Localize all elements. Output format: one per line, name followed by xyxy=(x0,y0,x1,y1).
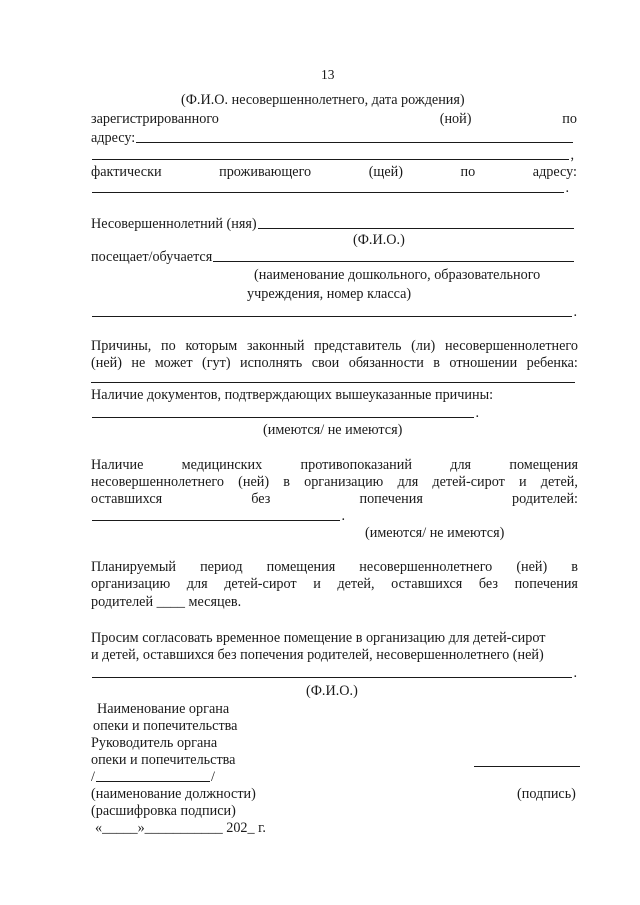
page-number: 13 xyxy=(321,67,335,82)
word: оставшихся xyxy=(91,491,163,507)
fio-birth-caption: (Ф.И.О. несовершеннолетнего, дата рождения) xyxy=(181,92,465,108)
word: помещения xyxy=(509,457,578,473)
period-line-1 xyxy=(91,560,578,574)
actual-address-blank[interactable] xyxy=(92,192,564,193)
period-line-2 xyxy=(91,577,578,591)
word: оставшихся xyxy=(391,576,463,592)
period: . xyxy=(573,665,577,681)
minor-label: Несовершеннолетний (няя) xyxy=(91,216,257,232)
word: детей-сирот xyxy=(432,474,505,490)
period-line-3 xyxy=(91,595,241,609)
medical-caption: (имеются/ не имеются) xyxy=(365,525,505,541)
word: детей, xyxy=(337,576,375,592)
minor-name-blank[interactable] xyxy=(258,228,574,229)
position-caption: (наименование должности) xyxy=(91,786,256,802)
request-line-2: и детей, оставшихся без попечения родителей, несовершеннолетнего (ней) xyxy=(91,647,544,663)
word: которым xyxy=(185,338,238,354)
word: представитель xyxy=(314,338,402,354)
request-fio-caption: (Ф.И.О.) xyxy=(306,683,358,699)
institution-blank[interactable] xyxy=(92,316,572,317)
word: ребенка: xyxy=(526,355,578,371)
word: может xyxy=(154,355,193,371)
date-line xyxy=(95,821,266,835)
request-name-blank[interactable] xyxy=(92,677,572,678)
medical-answer-line xyxy=(91,509,345,523)
date-year: 202_ г. xyxy=(226,820,266,836)
period: . xyxy=(565,180,569,196)
address-line xyxy=(91,131,574,145)
documents-label: Наличие документов, подтверждающих вышеуказанные причины: xyxy=(91,387,494,403)
decode-line xyxy=(91,770,215,784)
word: период xyxy=(200,559,243,575)
institution-caption-2: учреждения, номер класса) xyxy=(247,286,412,302)
date-open-quote: « xyxy=(95,820,103,836)
head-1: Руководитель органа xyxy=(91,735,218,751)
head-2: опеки и попечительства xyxy=(91,752,236,768)
word: Планируемый xyxy=(91,559,177,575)
word: Наличие xyxy=(91,457,144,473)
comma: , xyxy=(570,147,574,163)
request-line-1: Просим согласовать временное помещение в организацию для детей-сирот xyxy=(91,630,546,646)
actual-address-line xyxy=(91,165,577,179)
word: (ней) xyxy=(238,474,270,490)
word: адресу: xyxy=(532,164,577,180)
word: несовершеннолетнего xyxy=(91,474,224,490)
word: свои xyxy=(311,355,340,371)
address-blank[interactable] xyxy=(136,142,573,143)
registered-line xyxy=(91,112,577,126)
word: родителей: xyxy=(512,491,578,507)
sign-caption: (подпись) xyxy=(517,786,576,802)
decode-blank[interactable] xyxy=(96,781,210,782)
word: несовершеннолетнего xyxy=(359,559,493,575)
word: детей-сирот xyxy=(224,576,297,592)
word: зарегистрированного xyxy=(91,111,219,127)
word: и xyxy=(519,474,527,490)
word: законный xyxy=(246,338,305,354)
word: родителей xyxy=(91,594,154,610)
word: по xyxy=(161,338,176,354)
sign-blank[interactable] xyxy=(474,766,580,767)
attends-blank[interactable] xyxy=(213,261,574,262)
period: . xyxy=(573,304,577,320)
word: месяцев. xyxy=(188,594,242,610)
word: попечения xyxy=(514,576,578,592)
word: по xyxy=(562,111,577,127)
word: организацию xyxy=(91,576,171,592)
address-blank-2[interactable] xyxy=(92,159,569,160)
attends-label: посещает/обучается xyxy=(91,249,213,265)
word: (гут) xyxy=(201,355,231,371)
org-name-1: Наименование органа xyxy=(97,701,230,717)
period: . xyxy=(475,405,479,421)
word: детей, xyxy=(540,474,578,490)
word: проживающего xyxy=(219,164,312,180)
word: обязанности xyxy=(348,355,424,371)
reasons-line-2 xyxy=(91,356,578,370)
date-month-blank[interactable]: ___________ xyxy=(144,820,223,836)
minor-fio-caption: (Ф.И.О.) xyxy=(353,232,405,248)
medical-blank[interactable] xyxy=(92,520,340,521)
word: не xyxy=(131,355,146,371)
word: отношении xyxy=(449,355,518,371)
slash-close: / xyxy=(211,769,215,785)
word: в xyxy=(283,474,290,490)
months-blank[interactable]: ____ xyxy=(156,594,185,610)
word: организацию xyxy=(304,474,384,490)
request-name-line xyxy=(91,666,577,680)
medical-line-3 xyxy=(91,492,578,506)
word: (ней) xyxy=(91,355,122,371)
word: для xyxy=(397,474,419,490)
word: для xyxy=(450,457,472,473)
actual-address-continuation xyxy=(91,181,569,195)
word: без xyxy=(251,491,271,507)
institution-continuation xyxy=(91,305,577,319)
word: исполнять xyxy=(239,355,303,371)
word: Причины, xyxy=(91,338,152,354)
word: попечения xyxy=(359,491,423,507)
reasons-blank[interactable] xyxy=(91,382,575,383)
address-label: адресу: xyxy=(91,130,136,146)
word: в xyxy=(571,559,578,575)
period: . xyxy=(341,508,345,524)
institution-caption-1: (наименование дошкольного, образовательного xyxy=(254,267,541,283)
word: несовершеннолетнего xyxy=(444,338,578,354)
decode-caption: (расшифровка подписи) xyxy=(91,803,236,819)
word: для xyxy=(186,576,208,592)
word: (ней) xyxy=(516,559,548,575)
org-name-2: опеки и попечительства xyxy=(93,718,238,734)
reasons-line-1 xyxy=(91,339,578,353)
medical-line-1 xyxy=(91,458,578,472)
word: в xyxy=(433,355,440,371)
word: без xyxy=(478,576,498,592)
word: (щей) xyxy=(368,164,403,180)
word: по xyxy=(460,164,476,180)
word: и xyxy=(313,576,321,592)
word: (ли) xyxy=(411,338,436,354)
word: противопоказаний xyxy=(300,457,412,473)
minor-line xyxy=(91,217,575,231)
address-continuation xyxy=(91,148,574,162)
word: (ной) xyxy=(439,111,472,127)
medical-line-2 xyxy=(91,475,578,489)
word: помещения xyxy=(266,559,336,575)
date-day-blank[interactable]: _____ xyxy=(102,820,138,836)
documents-blank[interactable] xyxy=(92,417,474,418)
date-close-quote: » xyxy=(137,820,145,836)
word: фактически xyxy=(91,164,162,180)
word: медицинских xyxy=(181,457,263,473)
documents-line xyxy=(91,406,479,420)
slash-open: / xyxy=(91,769,95,785)
attends-line xyxy=(91,250,575,264)
documents-caption: (имеются/ не имеются) xyxy=(263,422,403,438)
